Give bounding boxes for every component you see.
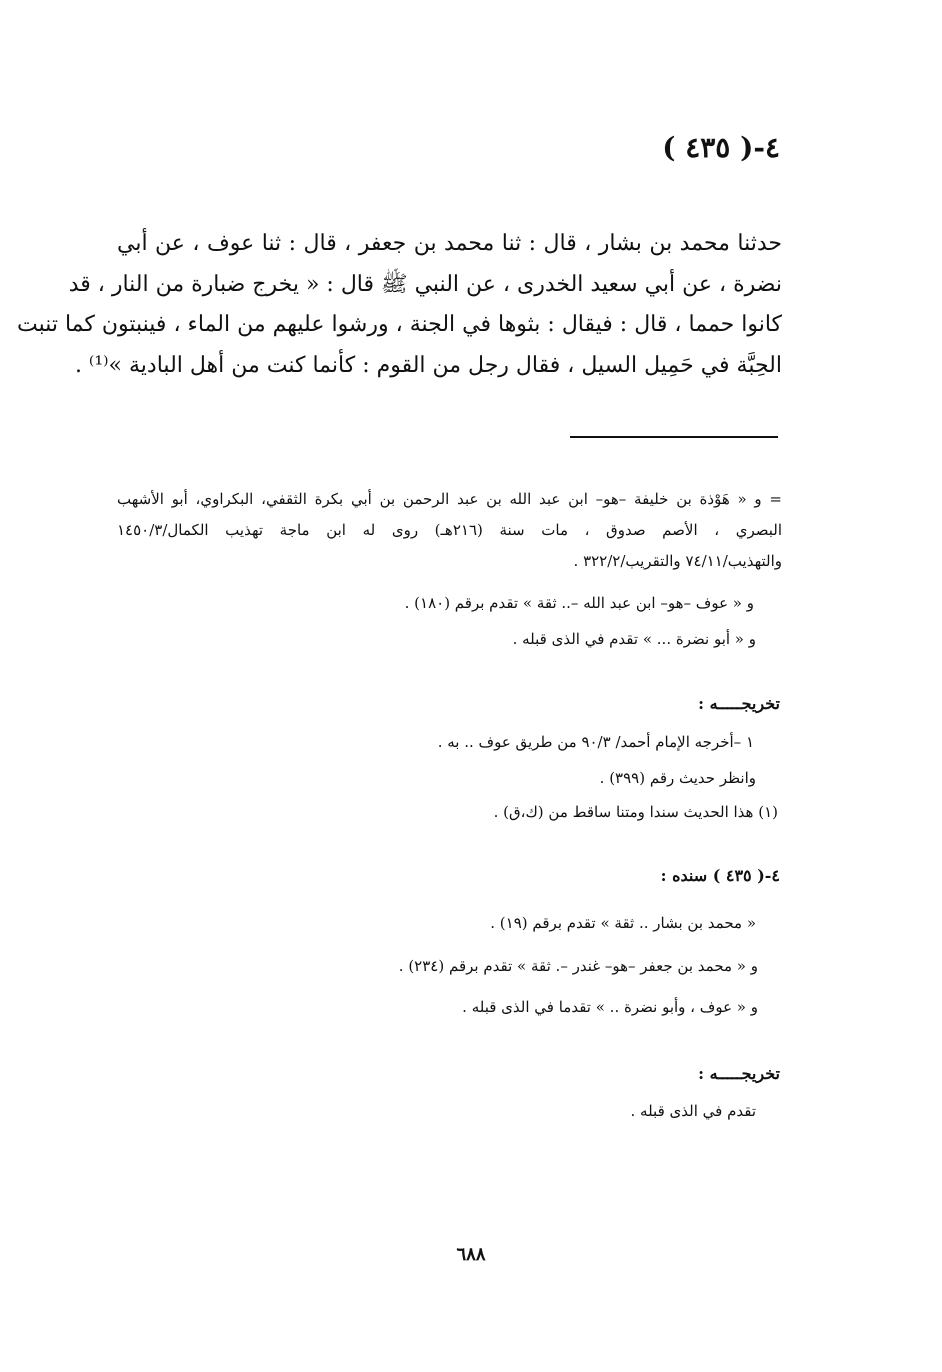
- takhrij2-text: تقدم في الذى قبله .: [630, 1102, 756, 1120]
- abu-nadra-note: و « أبو نضرة ... » تقدم في الذى قبله .: [512, 630, 756, 648]
- takhrij-title: تخريجـــــه :: [698, 694, 780, 713]
- footnote-separator: [570, 436, 778, 438]
- sanad-item: و « عوف ، وأبو نضرة .. » تقدما في الذى قبله .: [462, 998, 758, 1016]
- hadith-text-line: كانوا حمما ، قال : فيقال : بثوها في الجنة ، ورشوا عليهم من الماء ، فينبتون كما تنبت: [16, 312, 782, 337]
- sanad-item: « محمد بن بشار .. ثقة » تقدم برقم (١٩) .: [490, 914, 756, 932]
- hadith-text: [16, 224, 782, 386]
- sanad-title: ٤-( ٤٣٥ ) سنده :: [660, 866, 780, 885]
- takhrij-item: وانظر حديث رقم (٣٩٩) .: [599, 769, 756, 787]
- hadith-number-heading: ٤-( ٤٣٥ ): [662, 131, 780, 164]
- footnote-line: البصري ، الأصم صدوق ، مات سنة (٢١٦هـ) روى له ابن ماجة تهذيب الكمال/١٤٥٠/٣: [117, 521, 782, 539]
- takhrij2-title: تخريجـــــه :: [698, 1064, 780, 1083]
- awf-note: و « عوف –هو– ابن عبد الله –.. ثقة » تقدم برقم (١٨٠) .: [404, 594, 754, 612]
- sanad-item: و « محمد بن جعفر –هو– غندر –. ثقة » تقدم برقم (٢٣٤) .: [398, 957, 758, 975]
- narrator-footnote: [117, 484, 782, 577]
- hadith-text-line: حدثنا محمد بن بشار ، قال : ثنا محمد بن جعفر ، قال : ثنا عوف ، عن أبي: [117, 231, 782, 256]
- footnote-line: = و « هَوْذة بن خليفة –هو– ابن عبد الله بن عبد الرحمن بن أبي بكرة الثقفي، البكراوي، أبو الأشهب: [117, 490, 782, 508]
- takhrij-item: (١) هذا الحديث سندا ومتنا ساقط من (ك،ق) .: [493, 803, 778, 821]
- takhrij-item: ١ –أخرجه الإمام أحمد/ ٩٠/٣ من طريق عوف .. به .: [437, 733, 754, 751]
- hadith-text-line: نضرة ، عن أبي سعيد الخدرى ، عن النبي ﷺ قال : « يخرج ضبارة من النار ، قد: [68, 271, 782, 297]
- page-number: ٦٨٨: [456, 1244, 486, 1265]
- hadith-text-line: الحِبَّة في حَمِيل السيل ، فقال رجل من القوم : كأنما كنت من أهل البادية »⁽¹⁾ .: [74, 352, 782, 378]
- footnote-line: والتهذيب/٧٤/١١ والتقريب/٣٢٢/٢ .: [573, 552, 782, 570]
